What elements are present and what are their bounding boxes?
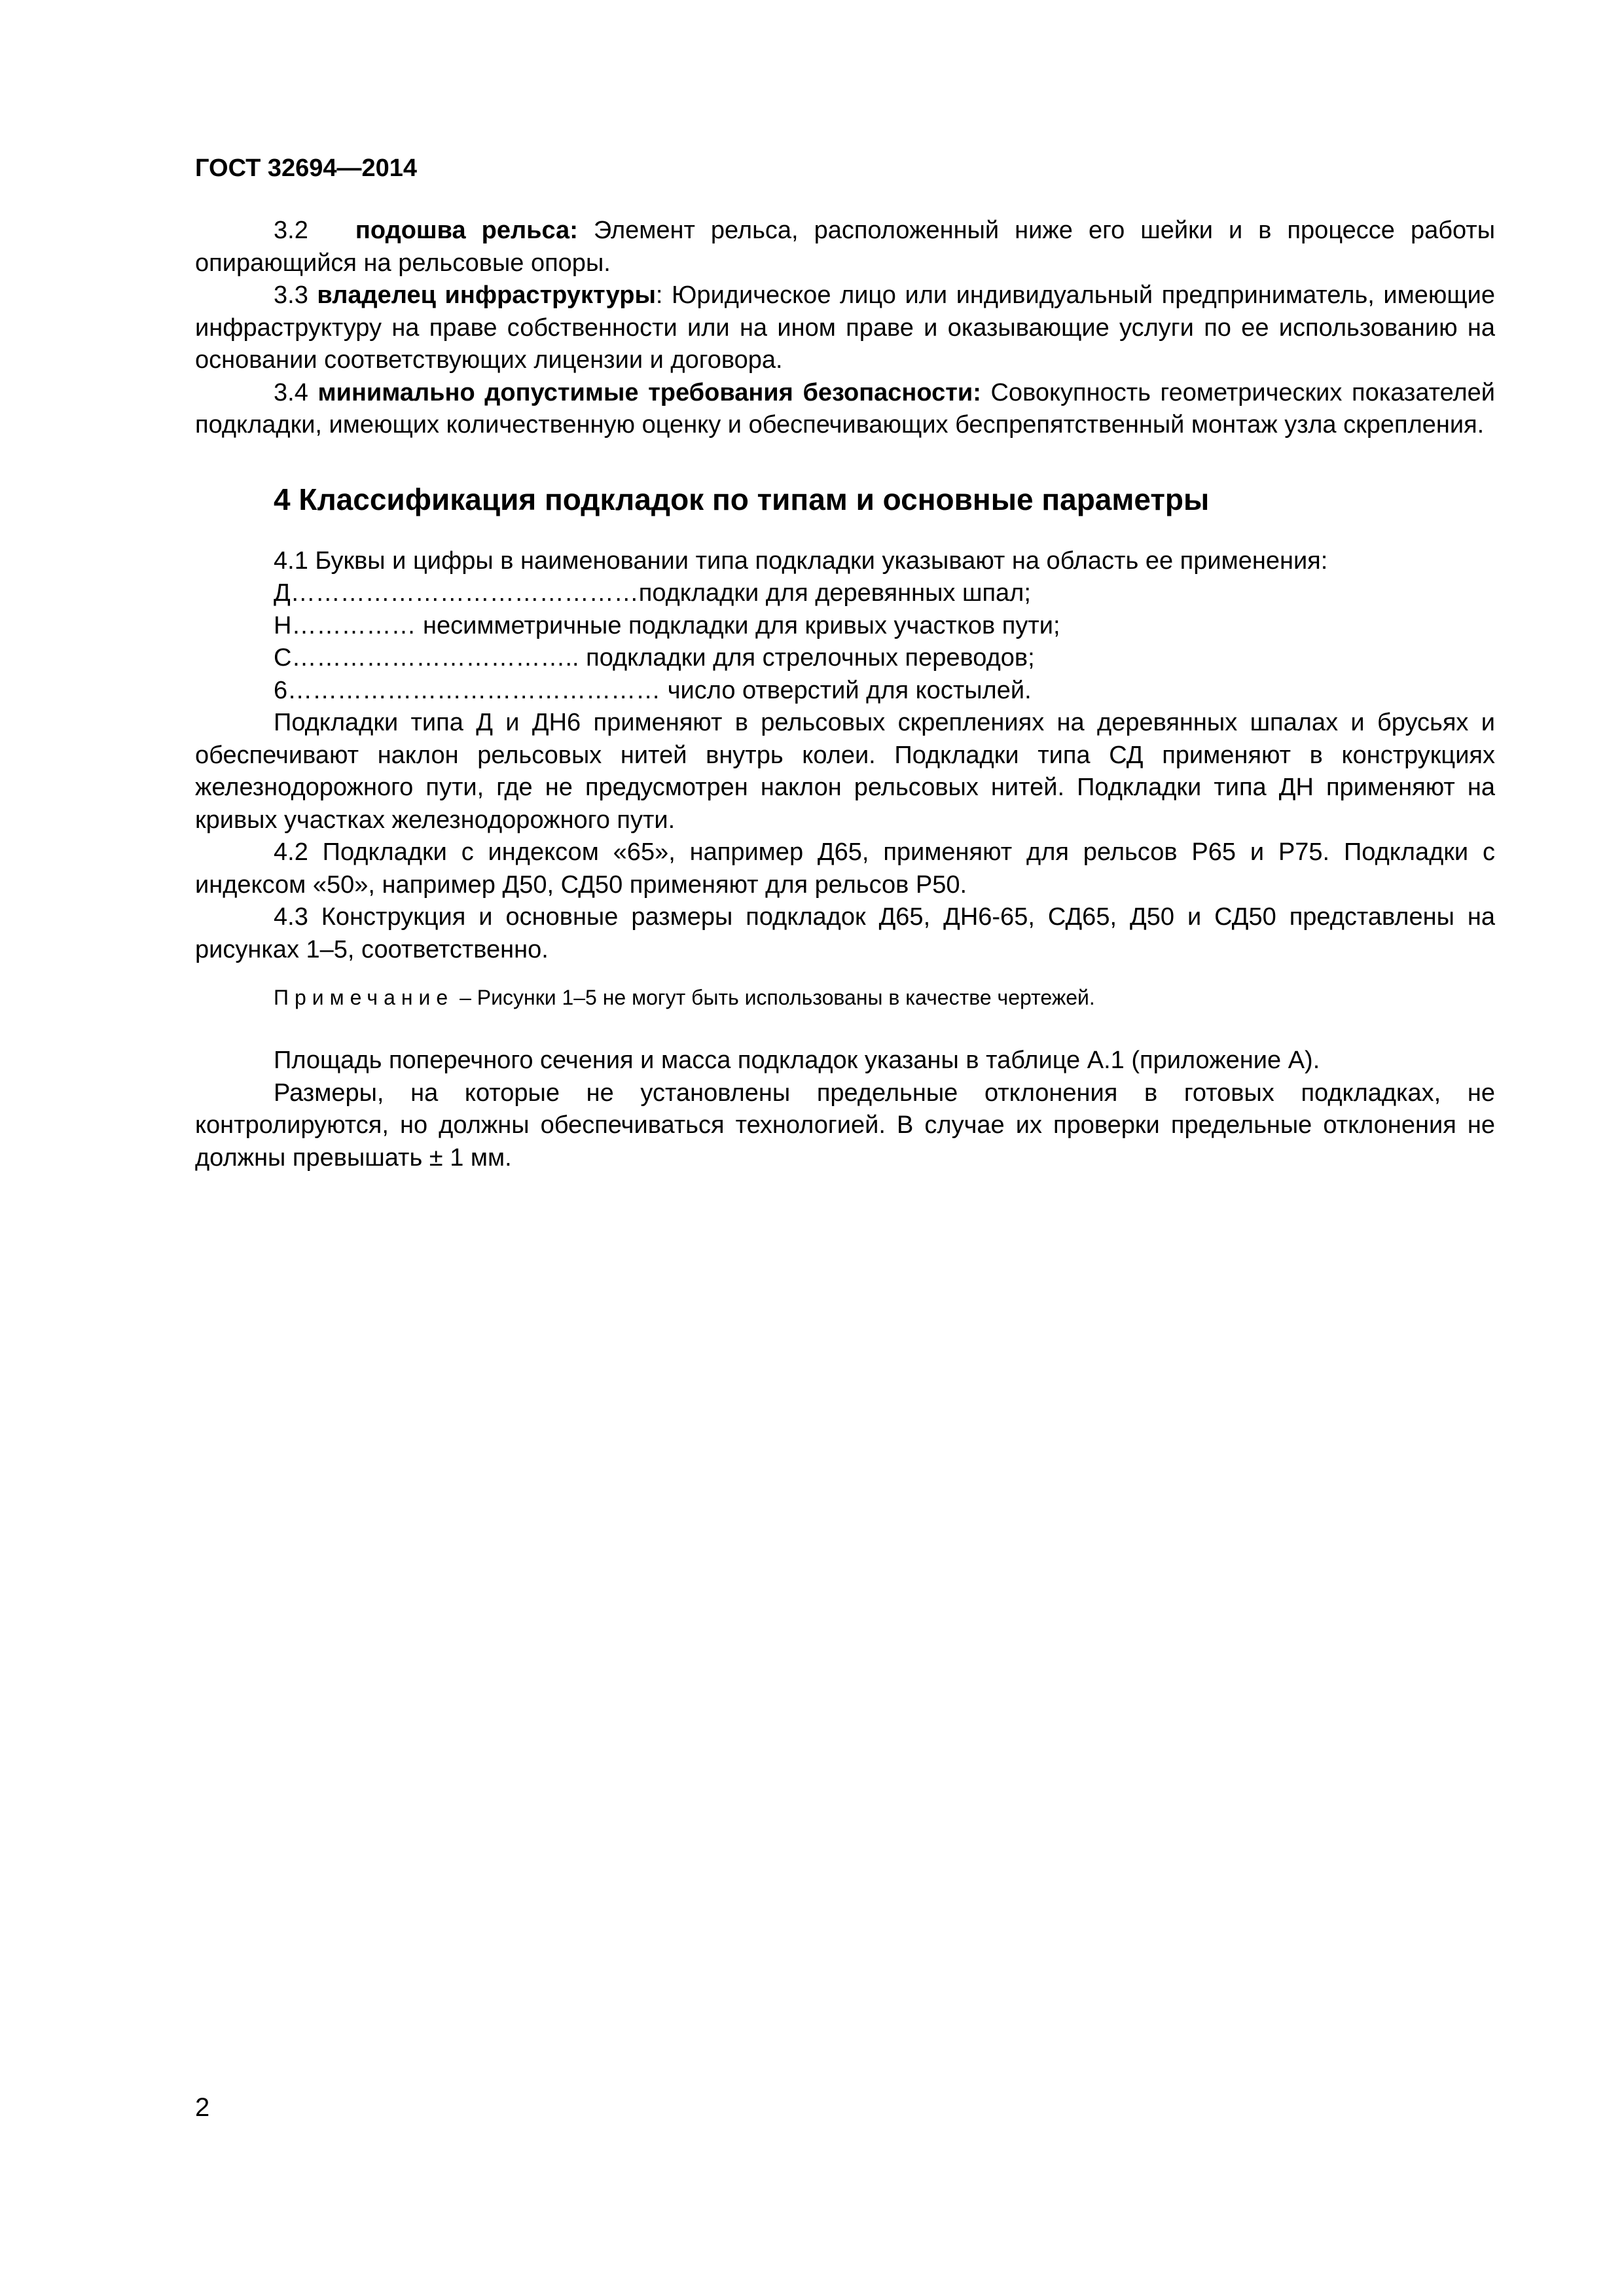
legend-line-6: 6……………………………………… число отверстий для костылей.	[274, 676, 1032, 704]
note-label: Примечание	[274, 986, 454, 1009]
paragraph-4-1-body: Подкладки типа Д и ДН6 применяют в рельсовых скреплениях на деревянных шпалах и брусьях и обеспечивают наклон рельсовых нитей внутрь колеи. Подкладки типа СД применяют в конструкциях железнодорожного пути, где не предусмотрен наклон рельсовых нитей. Подкладки типа ДН применяют на кривых участках железнодорожного пути.	[195, 709, 1495, 834]
page-body	[195, 215, 1495, 1174]
running-head: ГОСТ 32694—2014	[195, 154, 418, 182]
section-heading: 4 Классификация подкладок по типам и основные параметры	[274, 482, 1210, 516]
paragraph-area-mass: Площадь поперечного сечения и масса подкладок указаны в таблице А.1 (приложение А).	[274, 1047, 1320, 1074]
term-definition: Совокупность геометрических показателей подкладки, имеющих количественную оценку и обеспечивающих беспрепятственный монтаж узла скрепления.	[195, 378, 1496, 439]
legend-line-s: С…………………………….. подкладки для стрелочных переводов;	[274, 644, 1035, 672]
term-definition: : Юридическое лицо или индивидуальный предприниматель, имеющие инфраструктуру на праве собственности или на ином праве и оказывающие услуги по ее использованию на основании соответствующих лицензии и договора.	[195, 281, 1496, 374]
term-name: владелец инфраструктуры	[317, 281, 656, 309]
page-number: 2	[195, 2093, 210, 2122]
term-number: 3.4	[274, 378, 308, 406]
legend-line-d: Д……………………………………подкладки для деревянных шпал;	[274, 579, 1031, 607]
term-3-2	[195, 215, 1495, 279]
term-3-4	[195, 377, 1495, 442]
note	[274, 983, 1495, 1012]
term-definition: Элемент рельса, расположенный ниже его шейки и в процессе работы опирающийся на рельсовые опоры.	[195, 217, 1496, 277]
term-number: 3.3	[274, 281, 308, 309]
term-name: подошва рельса:	[355, 217, 578, 244]
paragraph-4-2: 4.2 Подкладки с индексом «65», например Д65, применяют для рельсов Р65 и Р75. Подкладки с индексом «50», например Д50, СД50 применяют для рельсов Р50.	[195, 838, 1495, 899]
term-3-3	[195, 279, 1495, 377]
paragraph-tolerance: Размеры, на которые не установлены предельные отклонения в готовых подкладках, не контролируются, но должны обеспечиваться технологией. В случае их проверки предельные отклонения не должны превышать ± 1 мм.	[195, 1079, 1495, 1172]
paragraph-4-3: 4.3 Конструкция и основные размеры подкладок Д65, ДН6-65, СД65, Д50 и СД50 представлены на рисунках 1–5, соответственно.	[195, 903, 1495, 963]
paragraph-4-1-intro: 4.1 Буквы и цифры в наименовании типа подкладки указывают на область ее применения:	[274, 547, 1328, 575]
term-name: минимально допустимые требования безопасности:	[317, 378, 981, 406]
note-text: – Рисунки 1–5 не могут быть использованы в качестве чертежей.	[454, 986, 1095, 1009]
term-number: 3.2	[274, 217, 308, 244]
legend-line-n: Н…………… несимметричные подкладки для кривых участков пути;	[274, 611, 1060, 639]
